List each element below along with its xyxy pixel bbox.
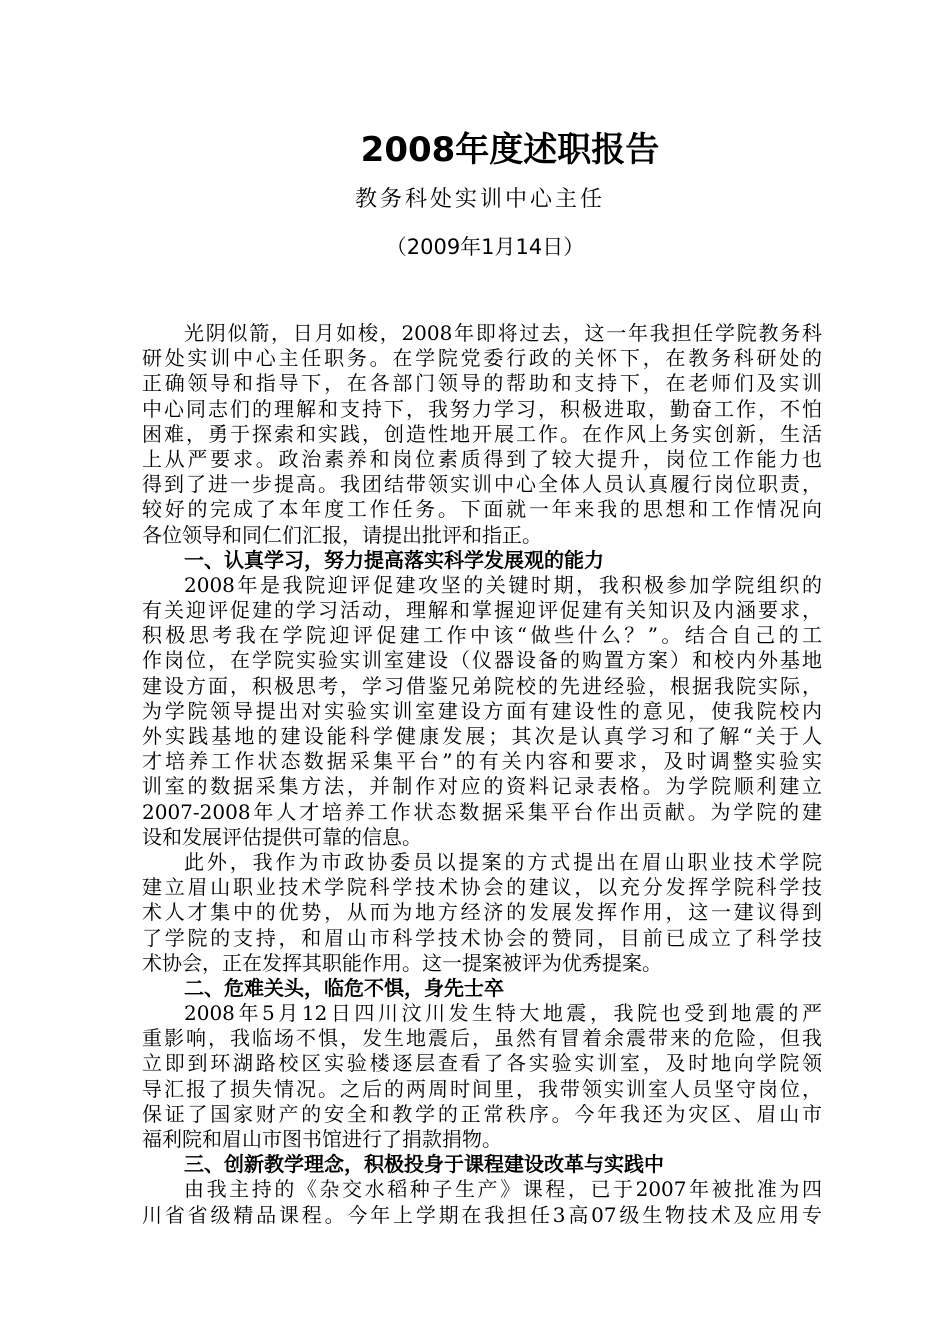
paragraph-line: 作岗位，在学院实验实训室建设（仪器设备的购置方案）和校内外基地 xyxy=(142,648,822,673)
section-heading-2: 二、危难关头，临危不惧，身先士卒 xyxy=(184,975,504,1000)
paragraph-line: 此外，我作为市政协委员以提案的方式提出在眉山职业技术学院 xyxy=(184,849,822,874)
paragraph-line: 较好的完成了本年度工作任务。下面就一年来我的思想和工作情况向 xyxy=(142,497,822,522)
paragraph-line: 了学院的支持，和眉山市科学技术协会的赞同，目前已成立了科学技 xyxy=(142,925,822,950)
paragraph-line: 2008年是我院迎评促建攻坚的关键时期，我积极参加学院组织的 xyxy=(184,572,822,597)
paragraph-line: 导汇报了损失情况。之后的两周时间里，我带领实训室人员坚守岗位， xyxy=(142,1076,822,1101)
paragraph-line: 建立眉山职业技术学院科学技术协会的建议，以充分发挥学院科学技 xyxy=(142,875,822,900)
paragraph-line: 上从严要求。政治素养和岗位素质得到了较大提升，岗位工作能力也 xyxy=(142,446,822,471)
paragraph-line: 福利院和眉山市图书馆进行了捐款捐物。 xyxy=(142,1127,502,1151)
section-heading-1: 一、认真学习，努力提高落实科学发展观的能力 xyxy=(184,547,604,572)
paragraph-line: 得到了进一步提高。我团结带领实训中心全体人员认真履行岗位职责， xyxy=(142,472,822,497)
paragraph-line: 川省省级精品课程。今年上学期在我担任3高07级生物技术及应用专 xyxy=(142,1202,822,1227)
paragraph-line: 2007-2008年人才培养工作状态数据采集平台作出贡献。为学院的建 xyxy=(142,799,822,824)
paragraph-line: 训室的数据采集方法，并制作对应的资料记录表格。为学院顺利建立 xyxy=(142,774,822,799)
paragraph-line: 中心同志们的理解和支持下，我努力学习，积极进取，勤奋工作，不怕 xyxy=(142,396,822,421)
paragraph-line: 研处实训中心主任职务。在学院党委行政的关怀下，在教务科研处的 xyxy=(142,346,822,371)
paragraph-line: 由我主持的《杂交水稻种子生产》课程，已于2007年被批准为四 xyxy=(184,1177,822,1202)
paragraph-line: 术人才集中的优势，从而为地方经济的发展发挥作用，这一建议得到 xyxy=(142,900,822,925)
paragraph-line: 立即到环湖路校区实验楼逐层查看了各实验实训室，及时地向学院领 xyxy=(142,1051,822,1076)
paragraph-line: 2008年5月12日四川汶川发生特大地震，我院也受到地震的严 xyxy=(184,1001,822,1026)
paragraph-line: 设和发展评估提供可靠的信息。 xyxy=(142,824,422,849)
document-date: （2009年1月14日） xyxy=(385,235,585,259)
paragraph-line: 积极思考我在学院迎评促建工作中该“做些什么？”。结合自己的工 xyxy=(142,623,822,648)
paragraph-line: 外实践基地的建设能科学健康发展；其次是认真学习和了解“关于人 xyxy=(142,724,822,748)
paragraph-line: 建设方面，积极思考，学习借鉴兄弟院校的先进经验，根据我院实际， xyxy=(142,673,822,698)
paragraph-line: 光阴似箭，日月如梭，2008年即将过去，这一年我担任学院教务科 xyxy=(184,321,822,345)
paragraph-line: 有关迎评促建的学习活动，理解和掌握迎评促建有关知识及内涵要求， xyxy=(142,598,822,623)
paragraph-line: 才培养工作状态数据采集平台”的有关内容和要求，及时调整实验实 xyxy=(142,749,822,774)
paragraph-line: 术协会，正在发挥其职能作用。这一提案被评为优秀提案。 xyxy=(142,950,662,975)
section-heading-3: 三、创新教学理念，积极投身于课程建设改革与实践中 xyxy=(184,1152,664,1177)
paragraph-line: 各位领导和同仁们汇报，请提出批评和指正。 xyxy=(142,522,542,547)
paragraph-line: 为学院领导提出对实验实训室建设方面有建设性的意见，使我院校内 xyxy=(142,698,822,723)
paragraph-line: 保证了国家财产的安全和教学的正常秩序。今年我还为灾区、眉山市 xyxy=(142,1101,822,1126)
document-subtitle: 教务科处实训中心主任 xyxy=(354,187,605,212)
document-body xyxy=(142,321,822,1228)
document-title: 2008年度述职报告 xyxy=(360,130,660,170)
paragraph-line: 正确领导和指导下，在各部门领导的帮助和支持下，在老师们及实训 xyxy=(142,371,822,396)
paragraph-line: 困难，勇于探索和实践，创造性地开展工作。在作风上务实创新，生活 xyxy=(142,421,822,446)
paragraph-line: 重影响，我临场不惧，发生地震后，虽然有冒着余震带来的危险，但我 xyxy=(142,1026,822,1051)
